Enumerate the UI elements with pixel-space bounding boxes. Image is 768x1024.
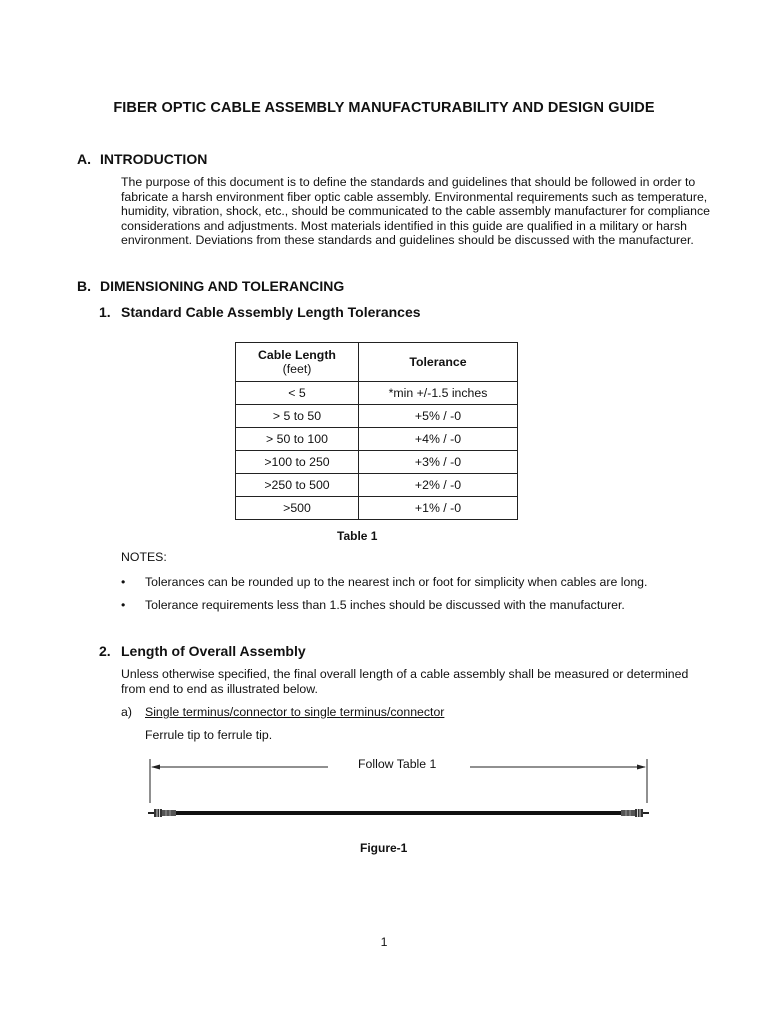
- subsection-number: 1.: [99, 304, 111, 320]
- cell-tolerance: +1% / -0: [359, 497, 518, 520]
- header-unit: (feet): [282, 362, 312, 376]
- table-row: [236, 474, 518, 497]
- header-tolerance: Tolerance: [359, 343, 518, 382]
- table-row: [236, 405, 518, 428]
- table-caption: Table 1: [337, 529, 378, 543]
- left-connector-boot: [162, 810, 176, 816]
- cell-tolerance: +4% / -0: [359, 428, 518, 451]
- left-connector-nut: [154, 809, 162, 817]
- section-letter: A.: [77, 151, 91, 167]
- figure-caption: Figure-1: [360, 841, 408, 855]
- subsection-1-heading: [99, 304, 421, 320]
- bullet-icon: •: [121, 575, 126, 589]
- page-number: 1: [380, 935, 388, 949]
- note-text: Tolerances can be rounded up to the nearest inch or foot for simplicity when cables are long.: [145, 575, 648, 589]
- left-arrowhead-icon: [151, 765, 160, 770]
- note-text: Tolerance requirements less than 1.5 inches should be discussed with the manufacturer.: [145, 598, 625, 612]
- introduction-paragraph: The purpose of this document is to define the standards and guidelines that should be followed in order to fabricate a harsh environment fiber optic cable assembly. Environmental requirements such as temperature, humidity, vibration, shock, etc., should be communicated to the cable assembly manufacturer for compliance considerations and adjustments. Most materials identified in this guide are qualified in a military or harsh environment. Deviations from these standards and guidelines should be discussed with the manufacturer.: [121, 175, 710, 248]
- cell-length: < 5: [236, 382, 359, 405]
- right-connector-nut: [635, 809, 643, 817]
- right-connector-boot: [621, 810, 635, 816]
- cell-length: >500: [236, 497, 359, 520]
- document-title: FIBER OPTIC CABLE ASSEMBLY MANUFACTURABILITY AND DESIGN GUIDE: [113, 100, 655, 116]
- section-a-heading: [77, 151, 207, 167]
- cell-tolerance: *min +/-1.5 inches: [359, 382, 518, 405]
- section-title: INTRODUCTION: [100, 151, 208, 167]
- bullet-icon: •: [121, 598, 126, 612]
- overall-length-paragraph: Unless otherwise specified, the final overall length of a cable assembly shall be measured or determined from end to end as illustrated below.: [121, 667, 689, 696]
- table-row: [236, 497, 518, 520]
- cable-body: [176, 811, 621, 815]
- subsection-title: Standard Cable Assembly Length Tolerances: [121, 304, 421, 320]
- cell-length: >100 to 250: [236, 451, 359, 474]
- section-title: DIMENSIONING AND TOLERANCING: [100, 278, 345, 294]
- cell-length: > 50 to 100: [236, 428, 359, 451]
- cell-length: >250 to 500: [236, 474, 359, 497]
- note-item: [121, 575, 647, 589]
- subsection-2-heading: [99, 643, 306, 659]
- table-row: [236, 428, 518, 451]
- cell-tolerance: +5% / -0: [359, 405, 518, 428]
- left-ferrule-tip: [148, 812, 154, 814]
- right-arrowhead-icon: [637, 765, 646, 770]
- cell-tolerance: +3% / -0: [359, 451, 518, 474]
- notes-label: NOTES:: [121, 550, 167, 564]
- item-label: Single terminus/connector to single terminus/connector: [145, 705, 445, 719]
- subsection-title: Length of Overall Assembly: [121, 643, 306, 659]
- section-letter: B.: [77, 278, 91, 294]
- right-ferrule-tip: [643, 812, 649, 814]
- section-b-heading: [77, 278, 344, 294]
- table-header-row: [236, 343, 518, 382]
- dimension-label: Follow Table 1: [358, 757, 437, 771]
- list-item-a: [121, 705, 444, 719]
- item-detail: Ferrule tip to ferrule tip.: [145, 728, 273, 742]
- table-row: [236, 451, 518, 474]
- cell-tolerance: +2% / -0: [359, 474, 518, 497]
- note-item: [121, 598, 625, 612]
- length-tolerance-table: [235, 342, 518, 520]
- header-cable-length: Cable Length (feet): [236, 343, 359, 382]
- subsection-number: 2.: [99, 643, 111, 659]
- cell-length: > 5 to 50: [236, 405, 359, 428]
- table-row: [236, 382, 518, 405]
- item-marker: a): [121, 705, 132, 719]
